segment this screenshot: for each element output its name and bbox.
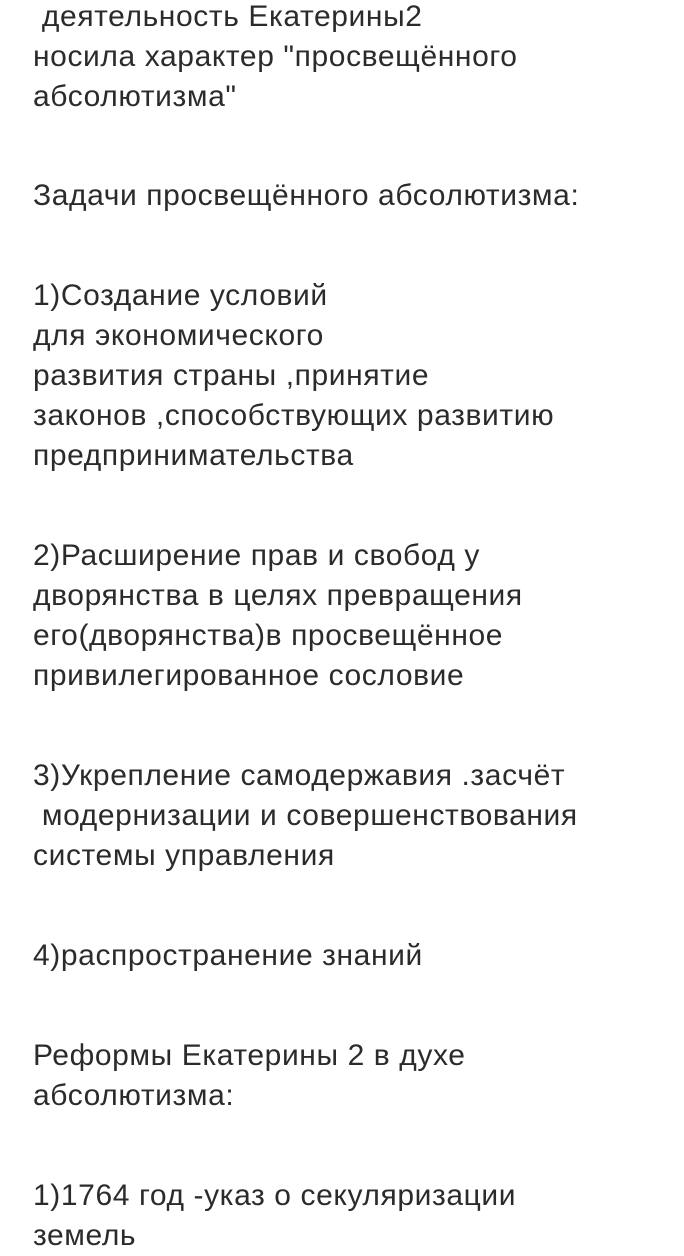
task-1-line-4: законов ,способствующих развитию	[33, 399, 555, 432]
reform-1-line-1: 1)1764 год -указ о секуляризации	[33, 1179, 517, 1212]
task-1-line-3: развития страны ,принятие	[33, 359, 430, 392]
intro-line-1: деятельность Екатерины2	[33, 0, 423, 33]
intro-line-3: абсолютизма"	[33, 80, 237, 113]
reforms-heading-line-2: абсолютизма:	[33, 1079, 235, 1112]
task-2-line-3: его(дворянства)в просвещённое	[33, 619, 504, 652]
reforms-heading-line-1: Реформы Екатерины 2 в духе	[33, 1039, 466, 1072]
tasks-heading: Задачи просвещённого абсолютизма:	[33, 179, 580, 212]
reform-1-line-2: земель	[33, 1219, 137, 1252]
task-2-line-1: 2)Расширение прав и свобод у	[33, 539, 481, 572]
task-3-line-1: 3)Укрепление самодержавия .засчёт	[33, 759, 566, 792]
task-1-line-2: для экономического	[33, 319, 324, 352]
task-2-line-4: привилегированное сословие	[33, 659, 465, 692]
task-3-line-3: системы управления	[33, 839, 335, 872]
task-1-line-5: предпринимательства	[33, 439, 354, 472]
task-3-line-2: модернизации и совершенствования	[33, 799, 578, 832]
task-2-line-2: дворянства в целях превращения	[33, 579, 523, 612]
task-1-line-1: 1)Создание условий	[33, 279, 328, 312]
task-4-line-1: 4)распространение знаний	[33, 939, 423, 972]
intro-line-2: носила характер "просвещённого	[33, 40, 518, 73]
